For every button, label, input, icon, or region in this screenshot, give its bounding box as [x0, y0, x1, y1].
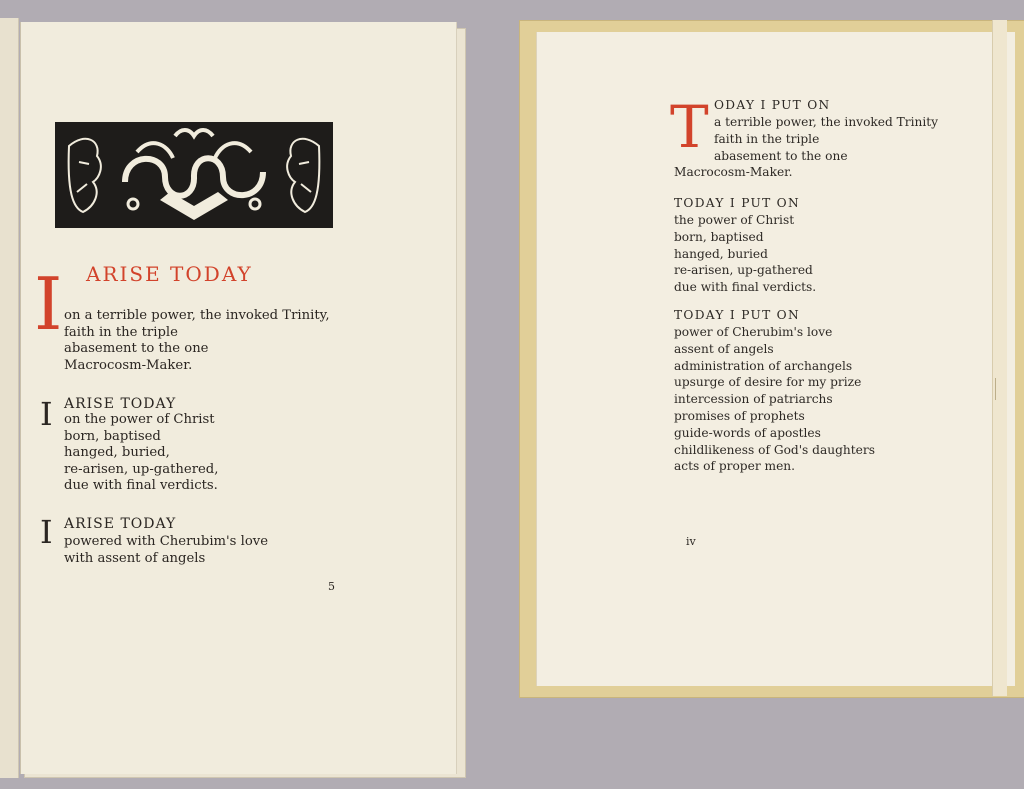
drop-cap-red-t: T — [670, 93, 709, 161]
right-stanza-1 — [714, 114, 938, 164]
left-stanza-2-line: due with final verdicts. — [64, 478, 218, 493]
right-stanza-3-line: guide-words of apostles — [674, 425, 821, 440]
left-stanza-2-line: on the power of Christ — [64, 412, 215, 427]
binding-stitch — [995, 378, 1004, 400]
left-stanza-1-line: Macrocosm-Maker. — [64, 357, 193, 373]
left-stanza-1-line: on a terrible power, the invoked Trinity, — [64, 308, 330, 323]
right-stanza-3-line: childlikeness of God's daughters — [674, 442, 875, 457]
drop-cap-black-3: I — [40, 513, 53, 551]
left-stanza-2 — [64, 412, 218, 495]
drop-cap-black-2: I — [40, 395, 53, 433]
right-heading-1: ODAY I PUT ON — [714, 98, 831, 112]
right-stanza-2-line: due with final verdicts. — [674, 280, 817, 295]
right-stanza-3-line: acts of proper men. — [674, 459, 796, 474]
right-stanza-1-last — [674, 164, 793, 181]
right-stanza-3-line: administration of archangels — [674, 358, 853, 373]
right-stanza-3-line: power of Cherubim's love — [674, 325, 833, 339]
left-stanza-3 — [64, 534, 268, 567]
left-page-number: 5 — [328, 580, 335, 593]
right-stanza-3-line: promises of prophets — [674, 408, 805, 423]
right-stanza-2-line: born, baptised — [674, 229, 764, 244]
left-stanza-1-line: faith in the triple — [64, 324, 178, 340]
left-heading-2: ARISE TODAY — [64, 396, 177, 412]
left-stanza-3-line: with assent of angels — [64, 550, 206, 566]
right-stanza-2-line: the power of Christ — [674, 213, 795, 227]
woodcut-ornament — [55, 122, 333, 228]
right-heading-2: TODAY I PUT ON — [674, 196, 800, 210]
right-stanza-2-line: re-arisen, up-gathered — [674, 263, 813, 278]
left-stanza-3-line: powered with Cherubim's love — [64, 534, 269, 549]
right-stanza-3 — [674, 324, 875, 475]
right-book-spine — [992, 20, 1007, 696]
left-stanza-2-line: hanged, buried, — [64, 445, 170, 460]
left-book-edge — [0, 18, 19, 778]
right-stanza-3-line: assent of angels — [674, 341, 774, 356]
right-stanza-1-line: Macrocosm-Maker. — [674, 165, 793, 179]
right-stanza-1-line: abasement to the one — [714, 148, 848, 163]
right-stanza-2 — [674, 212, 816, 296]
drop-cap-red: I — [34, 262, 63, 346]
left-heading-3: ARISE TODAY — [64, 516, 177, 532]
right-stanza-1-line: faith in the triple — [714, 131, 820, 146]
left-heading-arise-today: ARISE TODAY — [86, 262, 253, 286]
left-stanza-2-line: re-arisen, up-gathered, — [64, 461, 219, 477]
left-stanza-1-line: abasement to the one — [64, 341, 209, 356]
left-stanza-1 — [64, 308, 330, 374]
left-stanza-2-line: born, baptised — [64, 428, 161, 444]
right-page-number: iv — [686, 535, 696, 548]
ornament-illustration — [55, 122, 333, 228]
right-stanza-1-line: a terrible power, the invoked Trinity — [714, 115, 939, 129]
right-stanza-3-line: intercession of patriarchs — [674, 392, 833, 407]
right-stanza-2-line: hanged, buried — [674, 246, 768, 261]
right-stanza-3-line: upsurge of desire for my prize — [674, 375, 862, 390]
right-heading-3: TODAY I PUT ON — [674, 308, 800, 322]
